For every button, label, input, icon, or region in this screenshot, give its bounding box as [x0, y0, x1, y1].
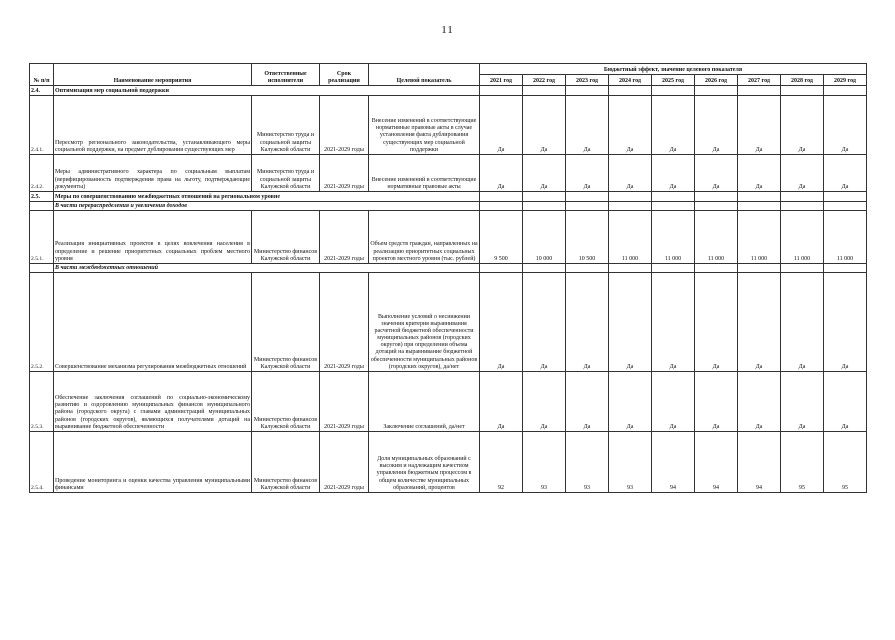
subsection-row	[30, 202, 867, 211]
measure-name: Обеспечение заключения соглашений по социально-экономическому развитию и оздоровлению муниципальных финансов муниципального района (городского округа) с главами администраций муниципальных районов (городских округов), являющихся получателями дотаций на выравнивание бюджетной обеспеченности	[54, 372, 252, 432]
term: 2021-2029 годы	[320, 155, 369, 192]
table-row	[30, 211, 867, 264]
value-cell: Да	[695, 96, 738, 155]
section-title: Оптимизация мер социальной поддержки	[54, 86, 480, 96]
table-row	[30, 372, 867, 432]
measure-name: Меры административного характера по социальным выплатам (верифицированность подтверждения права на льготу, подтверждающие документы)	[54, 155, 252, 192]
measures-table	[29, 63, 867, 493]
executor: Министерство финансов Калужской области	[252, 211, 320, 264]
header-year: 2025 год	[652, 75, 695, 86]
value-cell: 93	[523, 432, 566, 493]
value-cell: Да	[523, 372, 566, 432]
header-year: 2029 год	[824, 75, 867, 86]
value-cell: 95	[781, 432, 824, 493]
header-effect: Бюджетный эффект, значение целевого показателя	[480, 64, 867, 75]
value-cell: Да	[480, 96, 523, 155]
value-cell: Да	[652, 273, 695, 372]
header-exec: Ответственные исполнители	[252, 64, 320, 86]
executor: Министерство финансов Калужской области	[252, 372, 320, 432]
value-cell: Да	[824, 372, 867, 432]
value-cell: Да	[738, 96, 781, 155]
header-indicator: Целевой показатель	[369, 64, 480, 86]
value-cell: 9 500	[480, 211, 523, 264]
row-number: 2.4.1.	[30, 96, 54, 155]
value-cell: Да	[566, 155, 609, 192]
value-cell: 11 000	[738, 211, 781, 264]
value-cell: Да	[695, 273, 738, 372]
value-cell: 94	[695, 432, 738, 493]
value-cell: 11 000	[695, 211, 738, 264]
header-year: 2024 год	[609, 75, 652, 86]
measure-name: Проведение мониторинга и оценки качества управления муниципальными финансами	[54, 432, 252, 493]
indicator: Доля муниципальных образований с высоким и надлежащим качеством управления бюджетным процессом в общем количестве муниципальных образований, процентов	[369, 432, 480, 493]
value-cell: Да	[824, 273, 867, 372]
executor: Министерство труда и социальной защиты Калужской области	[252, 96, 320, 155]
indicator: Внесение изменений в соответствующие нормативные правовые акты	[369, 155, 480, 192]
header-year: 2028 год	[781, 75, 824, 86]
term: 2021-2029 годы	[320, 273, 369, 372]
row-number: 2.5.3.	[30, 372, 54, 432]
value-cell: Да	[523, 96, 566, 155]
value-cell: 93	[609, 432, 652, 493]
indicator: Выполнение условий о неснижении значения критерия выравнивания расчетной бюджетной обеспеченности муниципальных районов (городских округов) при определении объема дотаций на выравнивание бюджетной обеспеченности муниципальных районов (городских округов), да/нет	[369, 273, 480, 372]
value-cell: Да	[652, 96, 695, 155]
value-cell: 11 000	[652, 211, 695, 264]
value-cell: Да	[652, 372, 695, 432]
value-cell: Да	[781, 96, 824, 155]
header-term: Срок реализации	[320, 64, 369, 86]
term: 2021-2029 годы	[320, 432, 369, 493]
value-cell: 10 500	[566, 211, 609, 264]
term: 2021-2029 годы	[320, 211, 369, 264]
value-cell: Да	[480, 372, 523, 432]
value-cell: Да	[566, 372, 609, 432]
header-year: 2027 год	[738, 75, 781, 86]
value-cell: Да	[695, 155, 738, 192]
value-cell: Да	[781, 372, 824, 432]
section-title: Меры по совершенствованию межбюджетных отношений на региональном уровне	[54, 192, 480, 202]
row-number: 2.5.2.	[30, 273, 54, 372]
indicator: Заключение соглашений, да/нет	[369, 372, 480, 432]
subsection-title: В части перераспределения и увеличения доходов	[54, 202, 480, 211]
row-number: 2.5.4.	[30, 432, 54, 493]
value-cell: Да	[738, 155, 781, 192]
value-cell: 11 000	[781, 211, 824, 264]
value-cell: Да	[609, 273, 652, 372]
value-cell: Да	[609, 96, 652, 155]
section-row	[30, 192, 867, 202]
table-row	[30, 155, 867, 192]
section-number: 2.5.	[30, 192, 54, 202]
subsection-row	[30, 264, 867, 273]
indicator: Внесение изменений в соответствующие нормативные правовые акты в случае установления факта дублирования существующих мер социальной поддержки	[369, 96, 480, 155]
indicator: Объем средств граждан, направленных на реализацию приоритетных социальных проектов местного уровня (тыс. рублей)	[369, 211, 480, 264]
subsection-title: В части межбюджетных отношений	[54, 264, 480, 273]
value-cell: Да	[781, 273, 824, 372]
table-row	[30, 273, 867, 372]
header-year: 2026 год	[695, 75, 738, 86]
value-cell: 93	[566, 432, 609, 493]
value-cell: Да	[480, 155, 523, 192]
value-cell: Да	[609, 372, 652, 432]
header-num: № п/п	[30, 64, 54, 86]
value-cell: Да	[652, 155, 695, 192]
executor: Министерство финансов Калужской области	[252, 273, 320, 372]
row-number: 2.5.1.	[30, 211, 54, 264]
page-number: 11	[441, 24, 454, 36]
header-year: 2021 год	[480, 75, 523, 86]
value-cell: 94	[738, 432, 781, 493]
value-cell: Да	[523, 273, 566, 372]
value-cell: Да	[781, 155, 824, 192]
value-cell: 10 000	[523, 211, 566, 264]
value-cell: 92	[480, 432, 523, 493]
value-cell: Да	[566, 273, 609, 372]
term: 2021-2029 годы	[320, 96, 369, 155]
measure-name: Пересмотр регионального законодательства, устанавливающего меры социальной поддержки, на предмет дублирования существующих мер	[54, 96, 252, 155]
term: 2021-2029 годы	[320, 372, 369, 432]
table-row	[30, 96, 867, 155]
executor: Министерство труда и социальной защиты Калужской области	[252, 155, 320, 192]
value-cell: 95	[824, 432, 867, 493]
row-number: 2.4.2.	[30, 155, 54, 192]
value-cell: 11 000	[609, 211, 652, 264]
value-cell: Да	[566, 96, 609, 155]
header-year: 2022 год	[523, 75, 566, 86]
value-cell: Да	[824, 96, 867, 155]
value-cell: Да	[738, 273, 781, 372]
section-row	[30, 86, 867, 96]
section-number: 2.4.	[30, 86, 54, 96]
value-cell: Да	[523, 155, 566, 192]
value-cell: Да	[695, 372, 738, 432]
executor: Министерство финансов Калужской области	[252, 432, 320, 493]
value-cell: Да	[609, 155, 652, 192]
value-cell: 94	[652, 432, 695, 493]
measure-name: Совершенствование механизма регулирования межбюджетных отношений	[54, 273, 252, 372]
header-year: 2023 год	[566, 75, 609, 86]
value-cell: Да	[738, 372, 781, 432]
value-cell: Да	[824, 155, 867, 192]
table-row	[30, 432, 867, 493]
value-cell: Да	[480, 273, 523, 372]
measure-name: Реализация инициативных проектов в целях вовлечения населения в определение и решение приоритетных социальных проблем местного уровня	[54, 211, 252, 264]
value-cell: 11 000	[824, 211, 867, 264]
header-name: Наименование мероприятия	[54, 64, 252, 86]
